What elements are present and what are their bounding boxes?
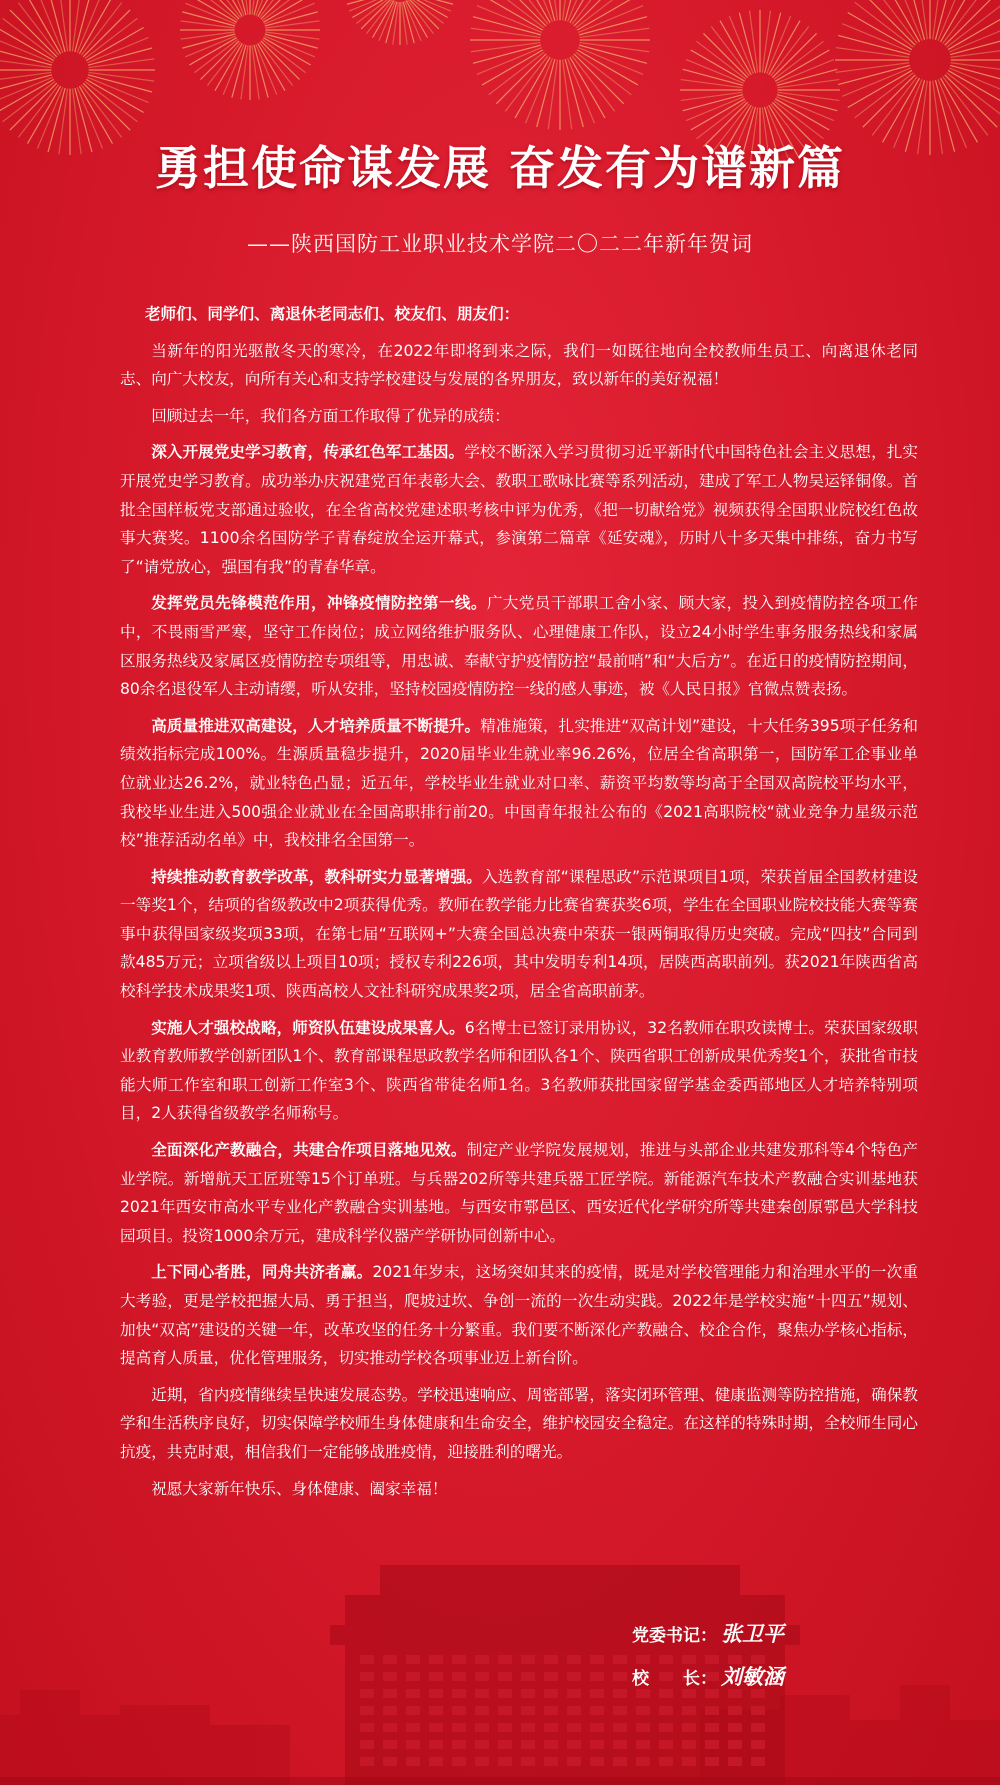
firework-burst [180,0,320,100]
paragraph [120,863,918,1006]
paragraph [120,402,918,431]
paragraph-list [120,337,918,1504]
page-subtitle: ——陕西国防工业职业技术学院二〇二二年新年贺词 [247,232,753,256]
firework-burst [345,0,455,45]
paragraph-text: 2021年岁末，这场突如其来的疫情，既是对学校管理能力和治理水平的一次重大考验，更是学校把握大局、勇于担当，爬坡过坎、争创一流的一次生动实践。2022年是学校实施“十四五”规划、加快“双高”建设的关键一年，改革攻坚的任务十分繁重。我们要不断深化产教融合、校企合作，聚焦办学核心指标，提高育人质量，优化管理服务，切实推动学校各项事业迈上新台阶。 [120,1263,918,1368]
paragraph-heading: 上下同心者胜，同舟共济者赢。 [151,1263,373,1282]
paragraph-text: 制定产业学院发展规划，推进与头部企业共建发那科等4个特色产业学院。新增航天工匠班等15个订单班。与兵器202所等共建兵器工匠学院。新能源汽车技术产教融合实训基地获2021年西安市高水平专业化产教融合实训基地。与西安市鄠邑区、西安近代化学研究所等共建秦创原鄠邑大学科技园项目。投资1000余万元，建成科学仪器产学研协同创新中心。 [120,1141,918,1245]
paragraph [120,1258,918,1372]
paragraph-heading: 全面深化产教融合，共建合作项目落地见效。 [151,1141,467,1160]
signature-name: 刘敏涵 [721,1664,784,1689]
firework-burst [470,0,650,130]
letter-body [120,300,918,1511]
paragraph [120,1381,918,1467]
paragraph-heading: 实施人才强校战略，师资队伍建设成果喜人。 [151,1018,465,1037]
paragraph [120,589,918,703]
paragraph-heading: 深入开展党史学习教育，传承红色军工基因。 [151,443,465,462]
paragraph-text: 广大党员干部职工舍小家、顾大家，投入到疫情防控各项工作中，不畏雨雪严寒，坚守工作岗位；成立网络维护服务队、心理健康工作队，设立24小时学生事务服务热线和家属区服务热线及家属区疫情防控专项组等，用忠诚、奉献守护疫情防控“最前哨”和“大后方”。在近日的疫情防控期间，80余名退役军人主动请缨，听从安排，坚持校园疫情防控一线的感人事迹，被《人民日报》官微点赞表扬。 [120,594,918,699]
campus-skyline-illustration [0,1555,1000,1785]
paragraph [120,337,918,394]
paragraph-text: 近期，省内疫情继续呈快速发展态势。学校迅速响应、周密部署，落实闭环管理、健康监测等防控措施，确保教学和生活秩序良好，切实保障学校师生身体健康和生命安全，维护校园安全稳定。在这样的特殊时期，全校师生同心抗疫，共克时艰，相信我们一定能够战胜疫情，迎接胜利的曙光。 [120,1385,918,1461]
signature-name: 张卫平 [721,1621,784,1646]
paragraph-text: 学校不断深入学习贯彻习近平新时代中国特色社会主义思想，扎实开展党史学习教育。成功举办庆祝建党百年表彰大会、教职工歌咏比赛等系列活动，建成了军工人物吴运铎铜像。首批全国样板党支部通过验收，在全省高校党建述职考核中评为优秀，《把一切献给党》视频获得全国职业院校红色故事大赛奖。1100余名国防学子青春绽放全运开幕式，参演第二篇章《延安魂》，历时八十多天集中排练，奋力书写了“请党放心，强国有我”的青春华章。 [120,443,918,576]
paragraph-text: 当新年的阳光驱散冬天的寒冷，在2022年即将到来之际，我们一如既往地向全校教师生员工、向离退休老同志、向广大校友，向所有关心和支持学校建设与发展的各界朋友，致以新年的美好祝福！ [120,341,918,389]
signature-role: 校 长： [632,1669,717,1689]
signature-role: 党委书记： [632,1626,717,1646]
page-title: 勇担使命谋发展 奋发有为谱新篇 [154,141,845,195]
paragraph-text: 精准施策，扎实推进“双高计划”建设，十大任务395项子任务和绩效指标完成100%。生源质量稳步提升，2020届毕业生就业率96.26%，位居全省高职第一，国防军工企事业单位就业达26.2%，就业特色凸显；近五年，学校毕业生就业对口率、薪资平均数等均高于全国双高院校平均水平，我校毕业生进入500强企业就业在全国高职排行前20。中国青年报社公布的《2021高职院校“就业竞争力星级示范校”推荐活动名单》中，我校排名全国第一。 [120,716,918,850]
signature-president [632,1661,784,1691]
signature-party-secretary [632,1618,784,1648]
paragraph-heading: 持续推动教育教学改革，教科研实力显著增强。 [151,867,482,886]
paragraph [120,1136,918,1250]
paragraph-text: 祝愿大家新年快乐、身体健康、阖家幸福！ [151,1479,448,1498]
paragraph [120,712,918,855]
paragraph-text: 入选教育部“课程思政”示范课项目1项，荣获首届全国教材建设一等奖1个，结项的省级教改中2项获得优秀。教师在教学能力比赛省赛获奖6项，学生在全国职业院校技能大赛等赛事中获得国家级奖项33项，在第七届“互联网+”大赛全国总决赛中荣获一银两铜取得历史突破。完成“四技”合同到款485万元；立项省级以上项目10项；授权专利226项，其中发明专利14项，居陕西高职前列。获2021年陕西省高校科学技术成果奖1项、陕西高校人文社科研究成果奖2项，居全省高职前茅。 [120,867,918,1001]
paragraph-heading: 高质量推进双高建设，人才培养质量不断提升。 [151,716,481,735]
paragraph [120,1014,918,1128]
paragraph [120,438,918,581]
paragraph-heading: 发挥党员先锋模范作用，冲锋疫情防控第一线。 [151,594,487,613]
paragraph [120,1475,918,1504]
paragraph-text: 6名博士已签订录用协议，32名教师在职攻读博士。荣获国家级职业教育教师教学创新团队1个、教育部课程思政教学名师和团队各1个、陕西省职工创新成果优秀奖1个，获批省市技能大师工作室和职工创新工作室3个、陕西省带徒名师1名。3名教师获批国家留学基金委西部地区人才培养特别项目，2人获得省级教学名师称号。 [120,1018,918,1123]
greeting-line: 老师们、同学们、离退休老同志们、校友们、朋友们： [144,305,520,323]
paragraph-text: 回顾过去一年，我们各方面工作取得了优异的成绩： [151,406,510,425]
